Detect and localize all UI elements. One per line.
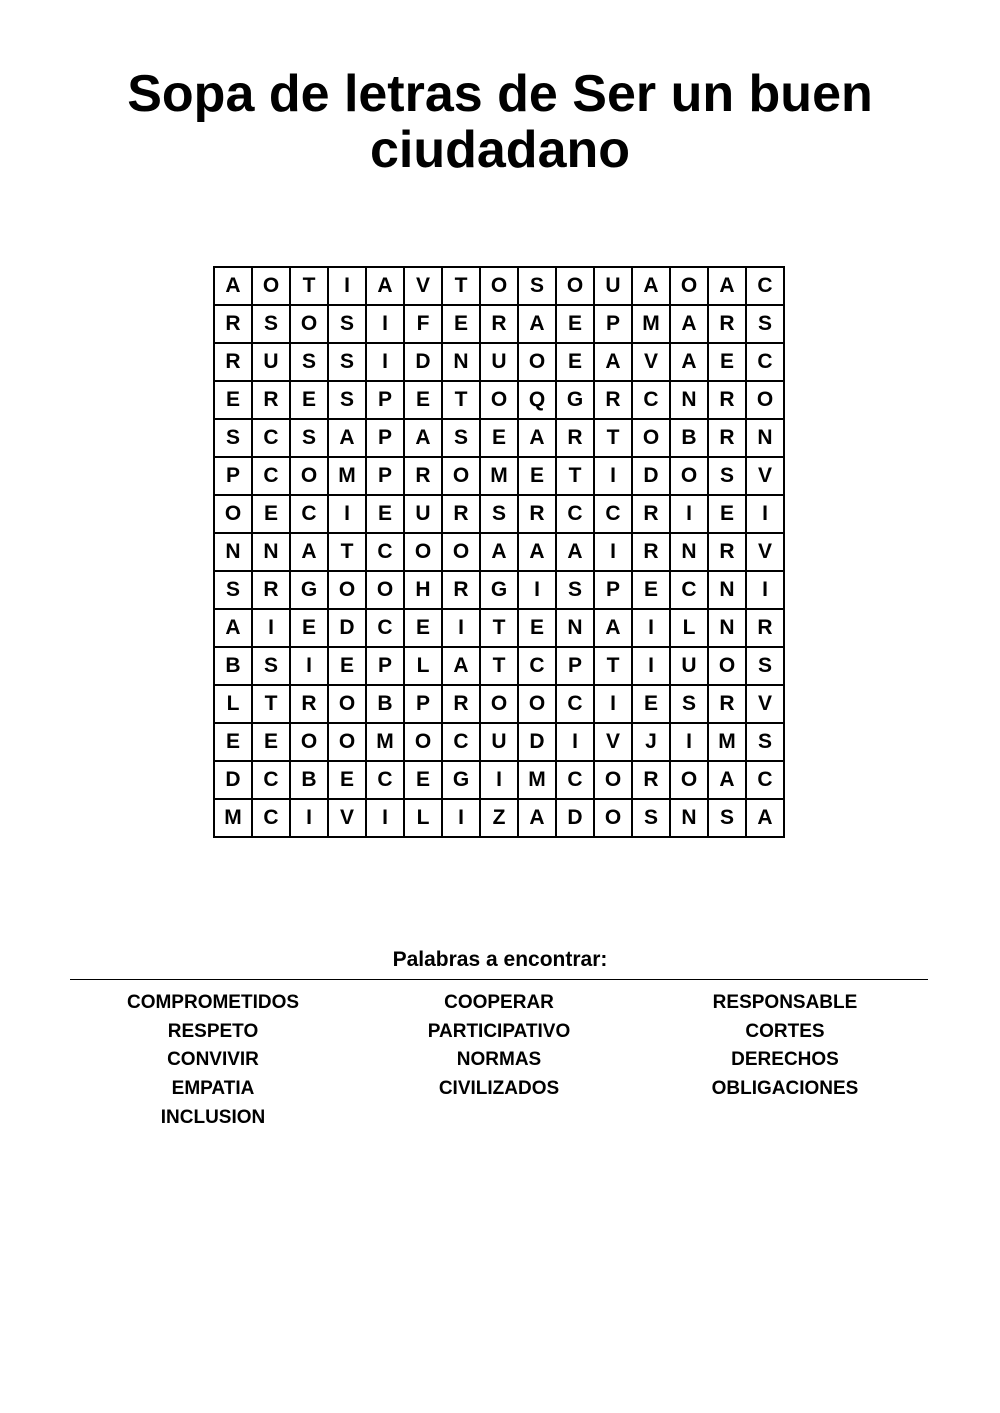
grid-cell[interactable]: T (290, 267, 328, 305)
grid-row (214, 457, 784, 495)
grid-cell[interactable]: S (290, 343, 328, 381)
grid-cell[interactable]: E (290, 381, 328, 419)
grid-cell[interactable]: F (404, 305, 442, 343)
grid-cell[interactable]: D (214, 761, 252, 799)
grid-cell[interactable]: C (290, 495, 328, 533)
grid-cell[interactable]: I (632, 609, 670, 647)
grid-cell[interactable]: M (480, 457, 518, 495)
grid-cell[interactable]: A (632, 267, 670, 305)
grid-cell[interactable]: C (556, 761, 594, 799)
grid-cell[interactable]: O (328, 723, 366, 761)
grid-cell[interactable]: M (518, 761, 556, 799)
grid-cell[interactable]: S (442, 419, 480, 457)
grid-cell[interactable]: P (366, 381, 404, 419)
grid-cell[interactable]: O (708, 647, 746, 685)
grid-cell[interactable]: E (518, 609, 556, 647)
grid-cell[interactable]: E (366, 495, 404, 533)
grid-cell[interactable]: R (290, 685, 328, 723)
grid-cell[interactable]: M (366, 723, 404, 761)
grid-cell[interactable]: T (328, 533, 366, 571)
word-item: PARTICIPATIVO (427, 1020, 571, 1042)
grid-cell[interactable]: S (328, 305, 366, 343)
grid-cell[interactable]: C (252, 419, 290, 457)
grid-cell[interactable]: N (670, 799, 708, 837)
grid-cell[interactable]: D (632, 457, 670, 495)
grid-cell[interactable]: V (746, 685, 784, 723)
grid-cell[interactable]: R (708, 533, 746, 571)
grid-cell[interactable]: E (404, 609, 442, 647)
word-item: EMPATIA (171, 1078, 255, 1100)
grid-cell[interactable]: E (632, 685, 670, 723)
grid-cell[interactable]: O (632, 419, 670, 457)
grid-cell[interactable]: G (480, 571, 518, 609)
grid-cell[interactable]: A (670, 343, 708, 381)
grid-cell[interactable]: C (252, 761, 290, 799)
grid-row (214, 495, 784, 533)
grid-cell[interactable]: I (594, 457, 632, 495)
grid-cell[interactable]: A (518, 419, 556, 457)
grid-cell[interactable]: O (442, 457, 480, 495)
grid-cell[interactable]: S (518, 267, 556, 305)
grid-cell[interactable]: R (442, 495, 480, 533)
grid-cell[interactable]: E (632, 571, 670, 609)
grid-cell[interactable]: A (518, 305, 556, 343)
grid-cell[interactable]: O (252, 267, 290, 305)
grid-cell[interactable]: R (442, 685, 480, 723)
grid-cell[interactable]: S (252, 305, 290, 343)
grid-cell[interactable]: L (670, 609, 708, 647)
grid-cell[interactable]: M (214, 799, 252, 837)
grid-cell[interactable]: C (366, 609, 404, 647)
grid-cell[interactable]: S (214, 419, 252, 457)
divider (70, 979, 928, 980)
grid-cell[interactable]: E (404, 381, 442, 419)
word-item: NORMAS (456, 1049, 542, 1071)
grid-cell[interactable]: B (290, 761, 328, 799)
grid-cell[interactable]: E (404, 761, 442, 799)
grid-cell[interactable]: A (214, 267, 252, 305)
grid-cell[interactable]: C (556, 495, 594, 533)
grid-cell[interactable]: G (556, 381, 594, 419)
grid-cell[interactable]: V (746, 533, 784, 571)
grid-cell[interactable]: N (442, 343, 480, 381)
grid-cell[interactable]: S (708, 457, 746, 495)
grid-cell[interactable]: I (328, 495, 366, 533)
grid-cell[interactable]: R (746, 609, 784, 647)
grid-cell[interactable]: N (670, 533, 708, 571)
grid-cell[interactable]: I (442, 799, 480, 837)
grid-cell[interactable]: E (214, 381, 252, 419)
grid-cell[interactable]: D (556, 799, 594, 837)
grid-cell[interactable]: A (404, 419, 442, 457)
grid-cell[interactable]: S (252, 647, 290, 685)
grid-cell[interactable]: S (746, 305, 784, 343)
grid-cell[interactable]: S (708, 799, 746, 837)
grid-cell[interactable]: M (632, 305, 670, 343)
grid-cell[interactable]: S (556, 571, 594, 609)
grid-cell[interactable]: C (746, 267, 784, 305)
words-heading: Palabras a encontrar: (392, 948, 608, 971)
grid-cell[interactable]: U (594, 267, 632, 305)
grid-cell[interactable]: P (214, 457, 252, 495)
grid-cell[interactable]: I (290, 799, 328, 837)
grid-cell[interactable]: E (480, 419, 518, 457)
grid-cell[interactable]: A (594, 343, 632, 381)
grid-cell[interactable]: N (214, 533, 252, 571)
grid-cell[interactable]: V (632, 343, 670, 381)
grid-cell[interactable]: E (328, 761, 366, 799)
grid-cell[interactable]: U (480, 723, 518, 761)
grid-cell[interactable]: R (708, 381, 746, 419)
grid-cell[interactable]: A (670, 305, 708, 343)
grid-cell[interactable]: R (442, 571, 480, 609)
grid-cell[interactable]: E (708, 343, 746, 381)
grid-cell[interactable]: N (746, 419, 784, 457)
grid-cell[interactable]: E (328, 647, 366, 685)
grid-cell[interactable]: O (670, 457, 708, 495)
grid-cell[interactable]: O (556, 267, 594, 305)
word-item: COMPROMETIDOS (126, 992, 300, 1013)
word-item: CONVIVIR (167, 1049, 259, 1071)
grid-cell[interactable]: V (746, 457, 784, 495)
grid-row (214, 647, 784, 685)
grid-cell[interactable]: O (214, 495, 252, 533)
grid-cell[interactable]: R (632, 533, 670, 571)
grid-cell[interactable]: O (670, 267, 708, 305)
grid-cell[interactable]: C (746, 343, 784, 381)
grid-cell[interactable]: E (518, 457, 556, 495)
word-item: COOPERAR (444, 992, 554, 1013)
grid-cell[interactable]: A (708, 761, 746, 799)
grid-cell[interactable]: C (366, 761, 404, 799)
word-item: RESPONSABLE (712, 992, 858, 1013)
grid-cell[interactable]: C (518, 647, 556, 685)
grid-cell[interactable]: E (708, 495, 746, 533)
grid-cell[interactable]: I (366, 799, 404, 837)
grid-cell[interactable]: V (404, 267, 442, 305)
grid-cell[interactable]: O (442, 533, 480, 571)
grid-cell[interactable]: C (746, 761, 784, 799)
grid-cell[interactable]: J (632, 723, 670, 761)
grid-cell[interactable]: C (366, 533, 404, 571)
grid-cell[interactable]: S (670, 685, 708, 723)
grid-cell[interactable]: L (404, 647, 442, 685)
grid-cell[interactable]: C (632, 381, 670, 419)
grid-row (214, 571, 784, 609)
word-item: CIVILIZADOS (438, 1078, 560, 1100)
grid-cell[interactable]: O (404, 723, 442, 761)
grid-cell[interactable]: A (556, 533, 594, 571)
grid-cell[interactable]: I (252, 609, 290, 647)
grid-cell[interactable]: S (290, 419, 328, 457)
grid-cell[interactable]: S (746, 647, 784, 685)
grid-cell[interactable]: P (594, 571, 632, 609)
grid-cell[interactable]: C (556, 685, 594, 723)
grid-cell[interactable]: D (404, 343, 442, 381)
grid-row (214, 381, 784, 419)
grid-cell[interactable]: O (480, 685, 518, 723)
grid-row (214, 419, 784, 457)
grid-cell[interactable]: A (366, 267, 404, 305)
grid-row (214, 533, 784, 571)
grid-row (214, 723, 784, 761)
grid-cell[interactable]: T (442, 381, 480, 419)
grid-cell[interactable]: O (328, 685, 366, 723)
grid-cell[interactable]: I (480, 761, 518, 799)
grid-cell[interactable]: P (366, 419, 404, 457)
grid-cell[interactable]: U (670, 647, 708, 685)
grid-cell[interactable]: S (328, 343, 366, 381)
grid-cell[interactable]: O (518, 685, 556, 723)
grid-cell[interactable]: C (670, 571, 708, 609)
grid-row (214, 799, 784, 837)
grid-cell[interactable]: T (594, 419, 632, 457)
grid-row (214, 343, 784, 381)
grid-cell[interactable]: U (404, 495, 442, 533)
grid-cell[interactable]: A (708, 267, 746, 305)
grid-row (214, 761, 784, 799)
grid-cell[interactable]: U (480, 343, 518, 381)
grid-cell[interactable]: E (556, 305, 594, 343)
grid-cell[interactable]: R (518, 495, 556, 533)
grid-cell[interactable]: M (708, 723, 746, 761)
grid-cell[interactable]: O (594, 799, 632, 837)
grid-cell[interactable]: P (366, 647, 404, 685)
grid-cell[interactable]: I (594, 685, 632, 723)
grid-cell[interactable]: B (670, 419, 708, 457)
grid-cell[interactable]: R (404, 457, 442, 495)
grid-cell[interactable]: T (480, 609, 518, 647)
grid-cell[interactable]: N (670, 381, 708, 419)
grid-cell[interactable]: I (670, 495, 708, 533)
word-list (70, 990, 928, 1133)
grid-cell[interactable]: S (480, 495, 518, 533)
grid-cell[interactable]: R (252, 571, 290, 609)
grid-cell[interactable]: E (252, 723, 290, 761)
grid-cell[interactable]: U (252, 343, 290, 381)
grid-cell[interactable]: B (366, 685, 404, 723)
grid-cell[interactable]: I (746, 495, 784, 533)
grid-cell[interactable]: A (442, 647, 480, 685)
grid-cell[interactable]: I (518, 571, 556, 609)
grid-cell[interactable]: A (290, 533, 328, 571)
word-item: INCLUSION (160, 1106, 266, 1128)
grid-cell[interactable]: D (518, 723, 556, 761)
grid-cell[interactable]: O (328, 571, 366, 609)
grid-cell[interactable]: R (708, 419, 746, 457)
grid-cell[interactable]: R (214, 305, 252, 343)
grid-cell[interactable]: O (366, 571, 404, 609)
grid-cell[interactable]: C (252, 457, 290, 495)
grid-cell[interactable]: T (480, 647, 518, 685)
grid-cell[interactable]: O (480, 267, 518, 305)
grid-cell[interactable]: G (442, 761, 480, 799)
grid-cell[interactable]: I (746, 571, 784, 609)
word-item: CORTES (745, 1020, 825, 1042)
grid-cell[interactable]: Z (480, 799, 518, 837)
grid-cell[interactable]: O (480, 381, 518, 419)
grid-cell[interactable]: I (290, 647, 328, 685)
grid-cell[interactable]: E (252, 495, 290, 533)
grid-cell[interactable]: E (442, 305, 480, 343)
grid-cell[interactable]: N (252, 533, 290, 571)
grid-cell[interactable]: I (594, 533, 632, 571)
page-title: Sopa de letras de Ser un buen ciudadano (127, 65, 873, 179)
grid-cell[interactable]: N (708, 609, 746, 647)
grid-cell[interactable]: O (518, 343, 556, 381)
grid-row (214, 305, 784, 343)
grid-cell[interactable]: N (556, 609, 594, 647)
grid-cell[interactable]: P (366, 457, 404, 495)
grid-cell[interactable]: R (594, 381, 632, 419)
grid-cell[interactable]: P (404, 685, 442, 723)
grid-cell[interactable]: O (746, 381, 784, 419)
grid-cell[interactable]: E (214, 723, 252, 761)
grid-cell[interactable]: P (594, 305, 632, 343)
grid-cell[interactable]: R (252, 381, 290, 419)
word-item: DERECHOS (731, 1049, 839, 1071)
word-item: RESPETO (167, 1020, 259, 1042)
grid-cell[interactable]: E (556, 343, 594, 381)
grid-cell[interactable]: R (708, 305, 746, 343)
grid-cell[interactable]: A (214, 609, 252, 647)
grid-cell[interactable]: L (404, 799, 442, 837)
word-search-grid (213, 266, 785, 838)
grid-cell[interactable]: I (442, 609, 480, 647)
grid-cell[interactable]: A (518, 533, 556, 571)
grid-cell[interactable]: O (404, 533, 442, 571)
grid-cell[interactable]: S (746, 723, 784, 761)
grid-cell[interactable]: B (214, 647, 252, 685)
grid-cell[interactable]: T (442, 267, 480, 305)
word-item: OBLIGACIONES (711, 1078, 859, 1100)
grid-cell[interactable]: V (594, 723, 632, 761)
grid-cell[interactable]: S (632, 799, 670, 837)
grid-cell[interactable]: T (594, 647, 632, 685)
grid-cell[interactable]: H (404, 571, 442, 609)
grid-cell[interactable]: R (480, 305, 518, 343)
grid-cell[interactable]: O (670, 761, 708, 799)
grid-cell[interactable]: I (556, 723, 594, 761)
grid-cell[interactable]: O (290, 305, 328, 343)
grid-cell[interactable]: Q (518, 381, 556, 419)
grid-cell[interactable]: E (290, 609, 328, 647)
grid-cell[interactable]: V (328, 799, 366, 837)
grid-cell[interactable]: P (556, 647, 594, 685)
grid-cell[interactable]: R (556, 419, 594, 457)
grid-cell[interactable]: R (632, 761, 670, 799)
grid-cell[interactable]: C (252, 799, 290, 837)
grid-cell[interactable]: R (214, 343, 252, 381)
grid-cell[interactable]: O (290, 723, 328, 761)
grid-cell[interactable]: R (708, 685, 746, 723)
grid-cell[interactable]: O (594, 761, 632, 799)
grid-cell[interactable]: T (252, 685, 290, 723)
grid-cell[interactable]: T (556, 457, 594, 495)
grid-cell[interactable]: I (670, 723, 708, 761)
grid-cell[interactable]: I (366, 343, 404, 381)
grid-cell[interactable]: C (594, 495, 632, 533)
grid-cell[interactable]: A (594, 609, 632, 647)
grid-cell[interactable]: A (480, 533, 518, 571)
grid-cell[interactable]: I (366, 305, 404, 343)
grid-cell[interactable]: A (518, 799, 556, 837)
grid-cell[interactable]: S (214, 571, 252, 609)
grid-cell[interactable]: R (632, 495, 670, 533)
grid-cell[interactable]: L (214, 685, 252, 723)
grid-cell[interactable]: A (328, 419, 366, 457)
grid-cell[interactable]: D (328, 609, 366, 647)
grid-row (214, 609, 784, 647)
grid-cell[interactable]: M (328, 457, 366, 495)
grid-cell[interactable]: I (632, 647, 670, 685)
grid-row (214, 267, 784, 305)
grid-cell[interactable]: A (746, 799, 784, 837)
grid-row (214, 685, 784, 723)
grid-cell[interactable]: S (328, 381, 366, 419)
grid-cell[interactable]: C (442, 723, 480, 761)
grid-cell[interactable]: O (290, 457, 328, 495)
grid-cell[interactable]: G (290, 571, 328, 609)
grid-cell[interactable]: I (328, 267, 366, 305)
grid-cell[interactable]: N (708, 571, 746, 609)
